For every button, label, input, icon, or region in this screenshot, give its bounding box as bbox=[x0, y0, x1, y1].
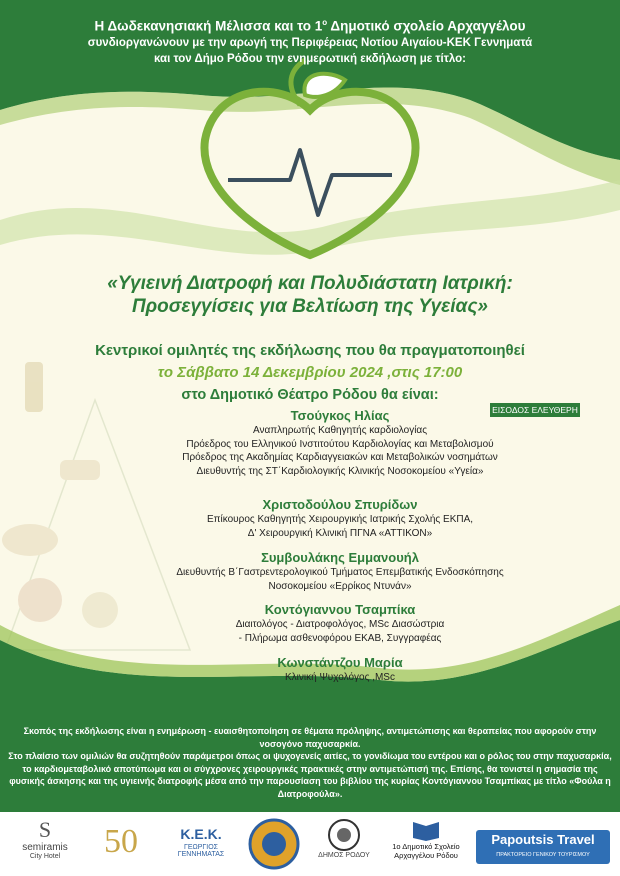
speaker-name: Κοντόγιαννου Τσαμπίκα bbox=[264, 602, 416, 617]
school-text-2: Αρχαγγέλου Ρόδου bbox=[394, 851, 458, 860]
speaker-role: Επίκουρος Καθηγητής Χειρουργικής Ιατρικής Σχολής ΕΚΠΑ, bbox=[206, 514, 474, 525]
dimos-rodou-icon bbox=[322, 818, 366, 852]
free-entry-badge: ΕΙΣΟΔΟΣ ΕΛΕΥΘΕΡΗ bbox=[490, 403, 580, 417]
speaker-name: Χριστοδούλου Σπυρίδων bbox=[262, 497, 418, 512]
speaker-role: Αναπληρωτής Καθηγητής καρδιολογίας bbox=[252, 425, 428, 436]
speaker-role: - Πλήρωμα ασθενοφόρου ΕΚΑΒ, Συγγραφέας bbox=[238, 632, 442, 644]
semiramis-text: semiramis bbox=[22, 842, 68, 853]
semiramis-s-icon: S bbox=[38, 817, 52, 842]
speaker-4 bbox=[120, 601, 560, 645]
speaker-name: Συμβουλάκης Εμμανουήλ bbox=[261, 550, 419, 565]
kek-logo bbox=[162, 818, 240, 870]
header-line-1-main: Η Δωδεκανησιακή Μέλισσα και το 1 bbox=[94, 18, 323, 34]
speaker-role: Πρόεδρος του Ελληνικού Ινστιτούτου Καρδιολογίας και Μεταβολισμού bbox=[186, 438, 494, 450]
papoutsis-travel-logo bbox=[476, 830, 610, 864]
speaker-3 bbox=[120, 549, 560, 593]
header bbox=[0, 0, 620, 67]
sponsor-logos bbox=[0, 812, 620, 876]
speaker-name: Κωνστάντζου Μαρία bbox=[277, 655, 403, 670]
header-line-3: και τον Δήμο Ρόδου την ενημερωτική εκδήλωση με τίτλο: bbox=[153, 52, 466, 65]
fifty-years-logo bbox=[86, 818, 156, 870]
header-line-1 bbox=[0, 14, 620, 35]
speaker-1 bbox=[120, 407, 560, 478]
event-title bbox=[0, 272, 620, 318]
event-title-line-1: «Υγιεινή Διατροφή και Πολυδιάστατη Ιατρική: bbox=[107, 273, 513, 294]
kek-sub-1: ΓΕΩΡΓΙΟΣ bbox=[184, 844, 218, 851]
papoutsis-sub-text: ΠΡΑΚΤΟΡΕΙΟ ΓΕΝΙΚΟΥ ΤΟΥΡΙΣΜΟΥ bbox=[496, 852, 590, 858]
description-paragraph-1: Σκοπός της εκδήλωσης είναι η ενημέρωση - ευαισθητοποίηση σε θέματα πρόληψης, αντιμετώπισης και θεραπείας που αφορούν στην νοσογόνο παχυσαρκία. bbox=[23, 726, 597, 749]
speaker-role: Διευθυντής Β΄Γαστρεντερολογικού Τμήματος Επεμβατικής Ενδοσκόπησης bbox=[176, 567, 504, 578]
description-paragraph-2: Στο πλαίσιο των ομιλιών θα συζητηθούν παράμετροι όπως οι ψυχογενείς αιτίες, το γονιδίωμα του εντέρου και ο ρόλος του στην παχυσαρκία, το καρδιομεταβολικό αποτύπωμα και οι σύγχρονες χειρουργικές πρακτικές στην αντιμετώπισή της. Επίσης, θα τονιστεί η σημασία της φυσικής άσκησης και της υγιεινής διατροφής μέσα από την παρουσίαση του βιβλίου της κυρίας Κοντόγιαννου Τσαμπίκας με τίτλο «Φούλα η Διατροφούλα». bbox=[8, 751, 612, 799]
speaker-role: Διευθυντής της ΣΤ΄Καρδιολογικής Κλινικής Νοσοκομείου «Υγεία» bbox=[196, 465, 484, 477]
speaker-role: Δ' Χειρουργική Κλινική ΠΓΝΑ «ΑΤΤΙΚΟΝ» bbox=[247, 527, 433, 539]
melissa-seal-icon bbox=[248, 818, 300, 870]
header-line-1-sup: ο bbox=[322, 18, 328, 27]
semiramis-sub-text: City Hotel bbox=[29, 853, 61, 860]
event-venue: στο Δημοτικό Θέατρο Ρόδου θα είναι: bbox=[181, 387, 439, 403]
speakers-intro bbox=[0, 340, 620, 406]
kek-sub-2: ΓΕΝΝΗΜΑΤΑΣ bbox=[177, 851, 225, 858]
speaker-5 bbox=[120, 654, 560, 685]
speaker-role: Νοσοκομείου «Ερρίκος Ντυνάν» bbox=[268, 580, 412, 592]
header-line-2: συνδιοργανώνουν με την αρωγή της Περιφέρειας Νοτίου Αιγαίου-ΚΕΚ Γεννηματά bbox=[87, 36, 533, 49]
speaker-name: Τσούγκος Ηλίας bbox=[290, 408, 390, 423]
dimos-rodou-logo bbox=[314, 818, 374, 870]
fifty-years-text: 50 bbox=[104, 823, 138, 860]
event-date: το Σάββατο 14 Δεκεμβρίου 2024 ,στις 17:00 bbox=[157, 364, 463, 381]
header-line-1-rest: Δημοτικό σχολείο Αρχαγγέλου bbox=[327, 18, 526, 34]
papoutsis-text: Papoutsis Travel bbox=[491, 832, 595, 847]
semiramis-logo bbox=[10, 818, 80, 870]
kek-main-text: Κ.Ε.Κ. bbox=[180, 826, 222, 842]
speaker-2 bbox=[120, 496, 560, 540]
melissa-seal-logo bbox=[248, 818, 306, 870]
event-description bbox=[8, 725, 612, 800]
speakers-intro-line: Κεντρικοί ομιλητές της εκδήλωσης που θα πραγματοποιηθεί bbox=[95, 342, 525, 359]
speaker-role: Πρόεδρος της Ακαδημίας Καρδιαγγειακών και Μεταβολικών νοσημάτων bbox=[182, 452, 498, 463]
speaker-role: Κλινική Ψυχολόγος ,MSc bbox=[285, 672, 395, 683]
book-icon bbox=[411, 818, 441, 842]
school-text-1: 1ο Δημοτικό Σχολείο bbox=[392, 842, 460, 851]
school-logo bbox=[382, 818, 470, 870]
speaker-role: Διαιτολόγος - Διατροφολόγος, MSc Διασώστρια bbox=[235, 619, 445, 630]
event-title-line-2: Προσεγγίσεις για Βελτίωση της Υγείας» bbox=[132, 296, 488, 317]
dimos-rodou-text: ΔΗΜΟΣ ΡΟΔΟΥ bbox=[318, 852, 370, 859]
